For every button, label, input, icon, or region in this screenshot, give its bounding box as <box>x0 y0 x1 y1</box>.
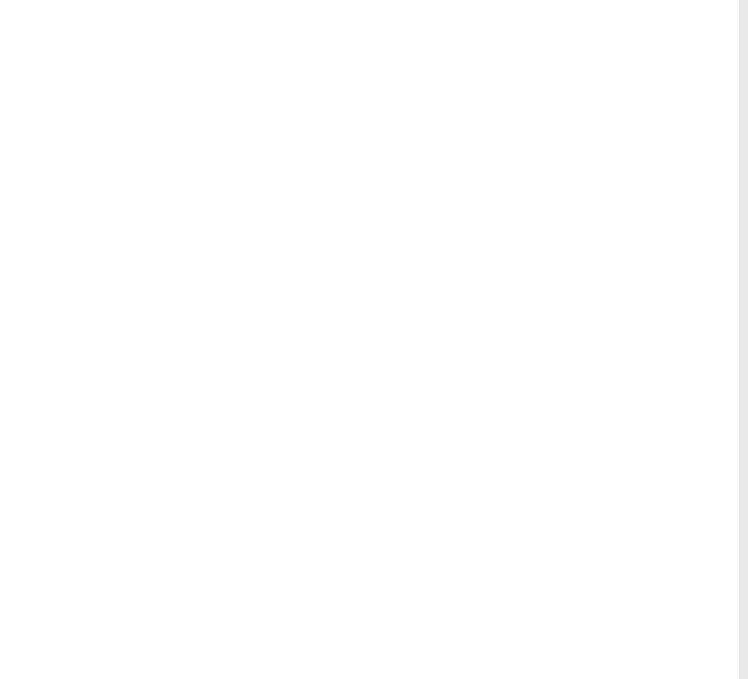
vertical-scrollbar[interactable] <box>739 0 748 679</box>
